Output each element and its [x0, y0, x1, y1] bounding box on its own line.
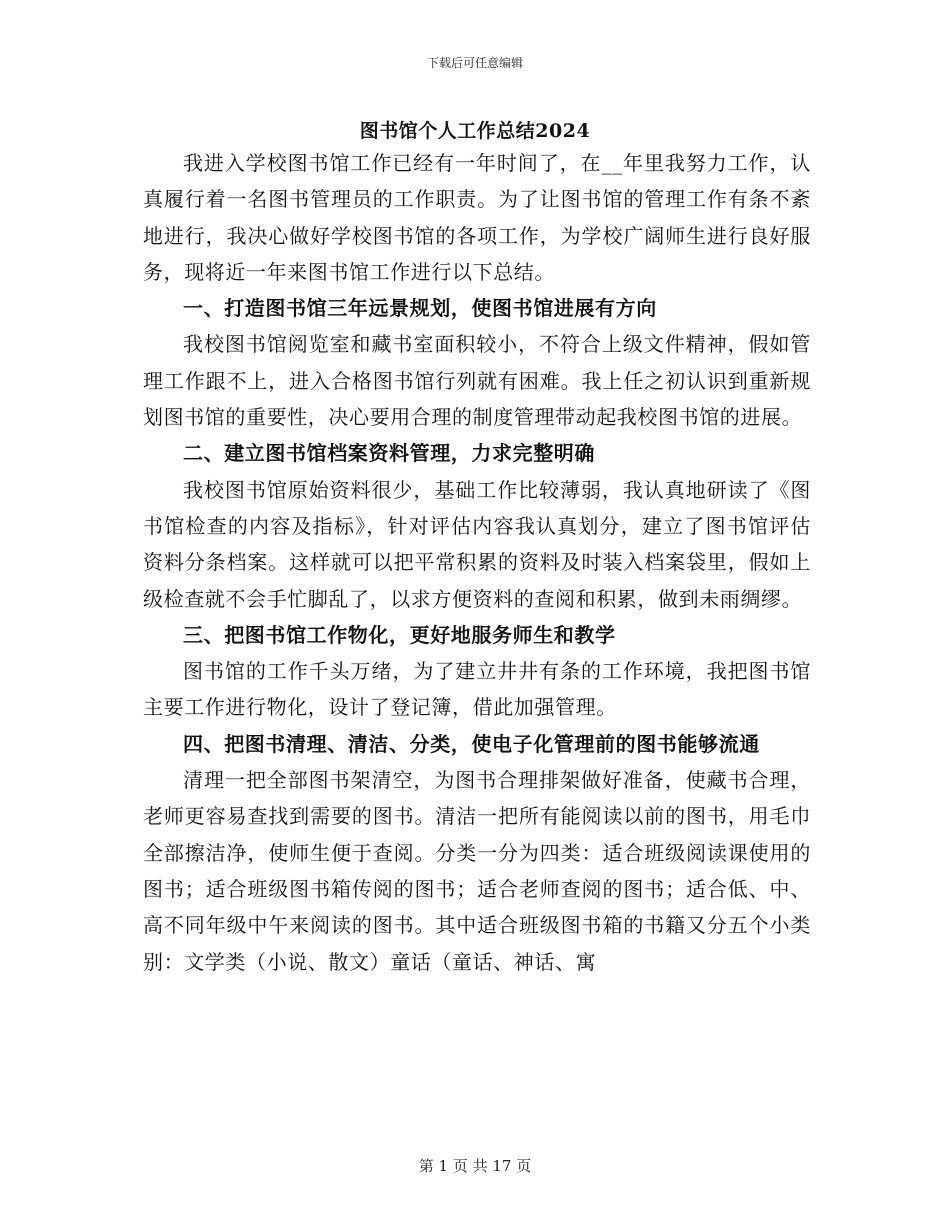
section-heading-3: 三、把图书馆工作物化，更好地服务师生和教学	[183, 622, 616, 647]
section-paragraph-2: 我校图书馆原始资料很少，基础工作比较薄弱，我认真地研读了《图书馆检查的内容及指标》，针对评估内容我认真划分，建立了图书馆评估资料分条档案。这样就可以把平常积累的资料及时装入档案袋里，假如上级检查就不会手忙脚乱了，以求方便资料的查阅和积累，做到未雨绸缪。	[143, 477, 811, 611]
section-paragraph-1: 我校图书馆阅览室和藏书室面积较小，不符合上级文件精神，假如管理工作跟不上，进入合格图书馆行列就有困难。我上任之初认识到重新规划图书馆的重要性，决心要用合理的制度管理带动起我校图书馆的进展。	[143, 332, 811, 430]
document-title: 图书馆个人工作总结2024	[359, 120, 591, 142]
intro-paragraph: 我进入学校图书馆工作已经有一年时间了，在__年里我努力工作，认真履行着一名图书管理员的工作职责。为了让图书馆的管理工作有条不紊地进行，我决心做好学校图书馆的各项工作，为学校广阔师生进行良好服务，现将近一年来图书馆工作进行以下总结。	[143, 151, 811, 284]
section-heading-1: 一、打造图书馆三年远景规划，使图书馆进展有方向	[183, 296, 657, 321]
document-body	[143, 145, 811, 980]
page-number: 第 1 页 共 17 页	[418, 1157, 532, 1175]
section-heading-4: 四、把图书清理、清洁、分类，使电子化管理前的图书能够流通	[183, 731, 760, 756]
section-paragraph-3: 图书馆的工作千头万绪，为了建立井井有条的工作环境，我把图书馆主要工作进行物化，设计了登记簿，借此加强管理。	[143, 659, 811, 720]
section-heading-2: 二、建立图书馆档案资料管理，力求完整明确	[183, 441, 595, 466]
section-paragraph-4: 清理一把全部图书架清空，为图书合理排架做好准备，使藏书合理，老师更容易查找到需要的图书。清洁一把所有能阅读以前的图书，用毛巾全部擦洁净，使师生便于查阅。分类一分为四类：适合班级阅读课使用的图书；适合班级图书箱传阅的图书；适合老师查阅的图书；适合低、中、高不同年级中午来阅读的图书。其中适合班级图书箱的书籍又分五个小类别：文学类（小说、散文）童话（童话、神话、寓	[143, 768, 811, 974]
page-header-note: 下载后可任意编辑	[426, 56, 523, 70]
